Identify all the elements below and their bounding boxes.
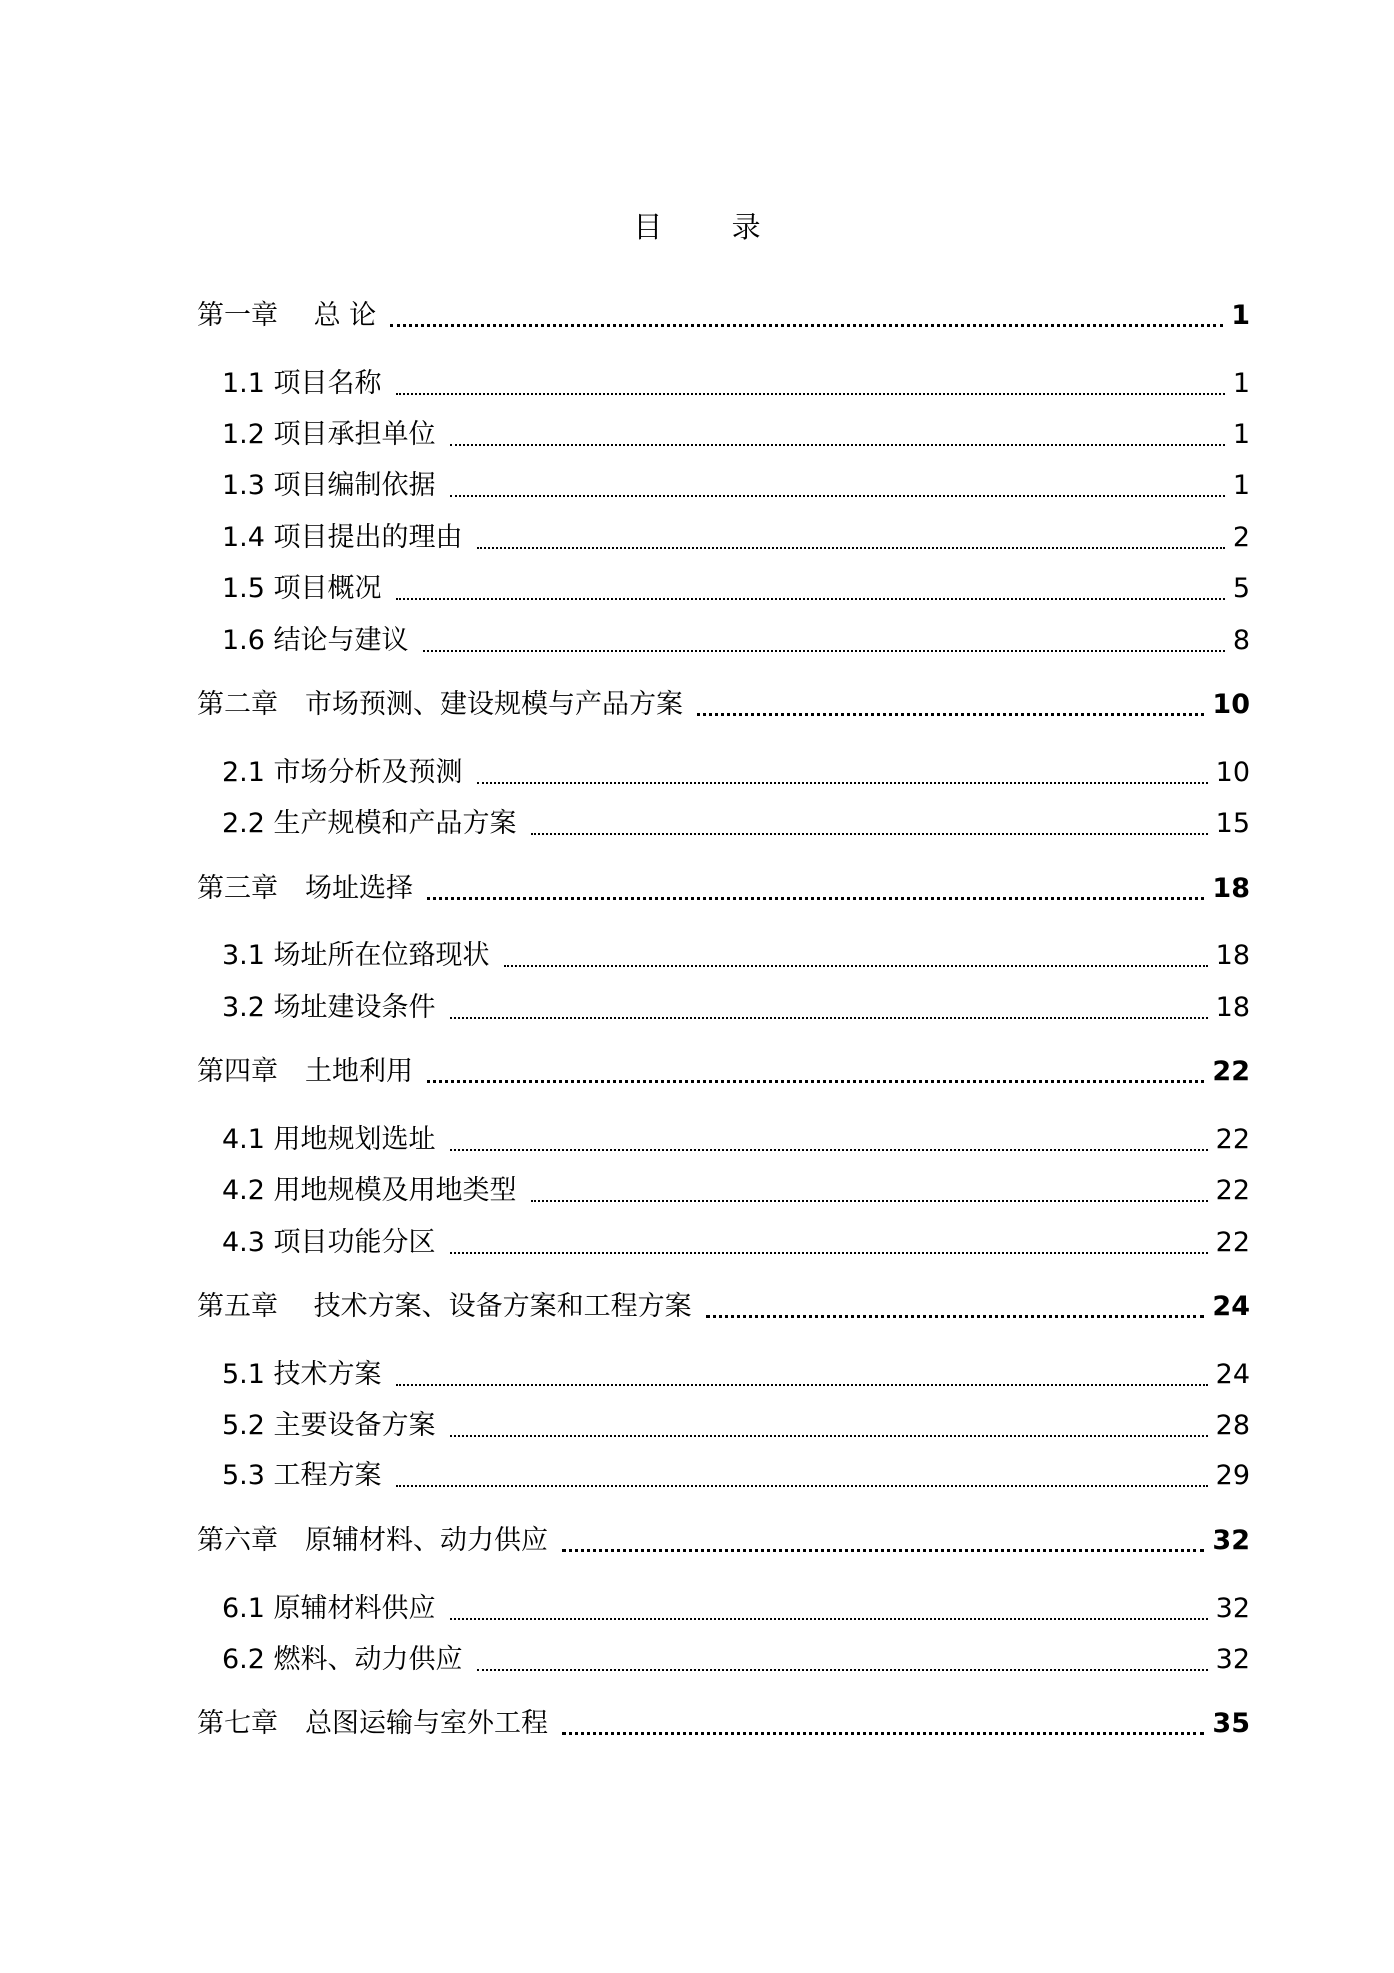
toc-leader-dots xyxy=(531,833,1208,835)
toc-entry-label: 4.2 用地规模及用地类型 xyxy=(222,1175,517,1206)
toc-entry-section-5-1[interactable] xyxy=(222,1355,1250,1395)
toc-leader-dots xyxy=(450,444,1225,446)
toc-entry-section-5-3[interactable] xyxy=(222,1456,1250,1496)
toc-leader-dots xyxy=(450,1252,1208,1254)
toc-leader-dots xyxy=(562,1549,1204,1552)
toc-page-number: 10 xyxy=(1212,689,1250,720)
toc-entry-label: 第五章 技术方案、设备方案和工程方案 xyxy=(197,1291,692,1322)
toc-page-number: 1 xyxy=(1232,368,1250,399)
toc-leader-dots xyxy=(396,1485,1208,1487)
toc-entry-section-6-1[interactable] xyxy=(222,1589,1250,1629)
toc-entry-chapter-6[interactable] xyxy=(197,1521,1250,1561)
toc-page-number: 18 xyxy=(1212,873,1250,904)
toc-leader-dots xyxy=(396,1384,1208,1386)
toc-entry-section-4-3[interactable] xyxy=(222,1223,1250,1263)
toc-leader-dots xyxy=(531,1200,1208,1202)
toc-entry-label: 1.3 项目编制依据 xyxy=(222,470,436,501)
toc-leader-dots xyxy=(450,495,1225,497)
toc-page-number: 8 xyxy=(1232,625,1250,656)
toc-page-number: 22 xyxy=(1215,1124,1250,1155)
toc-page-number: 1 xyxy=(1232,419,1250,450)
toc-page-number: 32 xyxy=(1212,1525,1250,1556)
toc-entry-label: 5.2 主要设备方案 xyxy=(222,1410,436,1441)
toc-entry-section-4-1[interactable] xyxy=(222,1120,1250,1160)
toc-leader-dots xyxy=(423,650,1225,652)
toc-page-number: 18 xyxy=(1215,940,1250,971)
toc-entry-label: 3.2 场址建设条件 xyxy=(222,992,436,1023)
toc-entry-label: 1.1 项目名称 xyxy=(222,368,382,399)
toc-entry-label: 1.5 项目概况 xyxy=(222,573,382,604)
toc-leader-dots xyxy=(477,1669,1208,1671)
toc-leader-dots xyxy=(396,598,1225,600)
toc-entry-label: 第二章 市场预测、建设规模与产品方案 xyxy=(197,689,683,720)
toc-entry-chapter-7[interactable] xyxy=(197,1704,1250,1744)
toc-entry-section-6-2[interactable] xyxy=(222,1640,1250,1680)
toc-leader-dots xyxy=(450,1149,1208,1151)
toc-page-number: 1 xyxy=(1232,470,1250,501)
toc-entry-section-2-2[interactable] xyxy=(222,804,1250,844)
toc-entry-label: 第四章 土地利用 xyxy=(197,1056,413,1087)
toc-entry-chapter-4[interactable] xyxy=(197,1052,1250,1092)
toc-page-number: 18 xyxy=(1215,992,1250,1023)
toc-title: 目 录 xyxy=(633,210,791,244)
toc-leader-dots xyxy=(450,1017,1208,1019)
toc-leader-dots xyxy=(504,965,1208,967)
toc-leader-dots xyxy=(427,1080,1204,1083)
toc-leader-dots xyxy=(427,897,1204,900)
toc-page-number: 22 xyxy=(1215,1175,1250,1206)
toc-page-number: 32 xyxy=(1215,1593,1250,1624)
toc-page-number: 32 xyxy=(1215,1644,1250,1675)
toc-page-number: 29 xyxy=(1215,1460,1250,1491)
toc-entry-section-1-1[interactable] xyxy=(222,364,1250,404)
toc-page-number: 24 xyxy=(1215,1359,1250,1390)
toc-entry-label: 2.2 生产规模和产品方案 xyxy=(222,808,517,839)
toc-entry-section-4-2[interactable] xyxy=(222,1171,1250,1211)
toc-page-number: 22 xyxy=(1215,1227,1250,1258)
toc-entry-label: 第三章 场址选择 xyxy=(197,873,413,904)
toc-entry-label: 5.3 工程方案 xyxy=(222,1460,382,1491)
toc-leader-dots xyxy=(396,393,1225,395)
toc-page-number: 28 xyxy=(1215,1410,1250,1441)
toc-leader-dots xyxy=(450,1435,1208,1437)
toc-leader-dots xyxy=(390,324,1223,327)
toc-page-number: 22 xyxy=(1212,1056,1250,1087)
toc-entry-section-2-1[interactable] xyxy=(222,753,1250,793)
toc-entry-chapter-1[interactable] xyxy=(197,296,1250,336)
toc-page-number: 35 xyxy=(1212,1708,1250,1739)
toc-entry-section-1-6[interactable] xyxy=(222,621,1250,661)
toc-entry-section-1-2[interactable] xyxy=(222,415,1250,455)
toc-entry-label: 2.1 市场分析及预测 xyxy=(222,757,463,788)
toc-entry-label: 5.1 技术方案 xyxy=(222,1359,382,1390)
toc-entry-label: 1.6 结论与建议 xyxy=(222,625,409,656)
toc-entry-label: 3.1 场址所在位臵现状 xyxy=(222,940,490,971)
toc-entry-section-5-2[interactable] xyxy=(222,1406,1250,1446)
toc-entry-label: 第七章 总图运输与室外工程 xyxy=(197,1708,548,1739)
toc-leader-dots xyxy=(477,547,1225,549)
toc-entry-section-1-3[interactable] xyxy=(222,466,1250,506)
toc-entry-section-3-1[interactable] xyxy=(222,936,1250,976)
toc-entry-section-3-2[interactable] xyxy=(222,988,1250,1028)
toc-entry-label: 6.1 原辅材料供应 xyxy=(222,1593,436,1624)
toc-page-number: 24 xyxy=(1212,1291,1250,1322)
toc-entry-label: 1.2 项目承担单位 xyxy=(222,419,436,450)
toc-entry-label: 4.3 项目功能分区 xyxy=(222,1227,436,1258)
toc-entry-label: 第六章 原辅材料、动力供应 xyxy=(197,1525,548,1556)
toc-entry-chapter-3[interactable] xyxy=(197,869,1250,909)
toc-entry-label: 4.1 用地规划选址 xyxy=(222,1124,436,1155)
toc-entry-chapter-5[interactable] xyxy=(197,1287,1250,1327)
toc-leader-dots xyxy=(697,713,1204,716)
toc-leader-dots xyxy=(562,1732,1204,1735)
toc-leader-dots xyxy=(706,1315,1205,1318)
toc-page-number: 2 xyxy=(1232,522,1250,553)
toc-page-number: 10 xyxy=(1215,757,1250,788)
toc-entry-label: 第一章 总 论 xyxy=(197,300,377,331)
toc-page-number: 15 xyxy=(1215,808,1250,839)
toc-entry-chapter-2[interactable] xyxy=(197,685,1250,725)
toc-entry-label: 1.4 项目提出的理由 xyxy=(222,522,463,553)
toc-leader-dots xyxy=(477,782,1208,784)
toc-entry-label: 6.2 燃料、动力供应 xyxy=(222,1644,463,1675)
toc-page-number: 1 xyxy=(1231,300,1250,331)
toc-entry-section-1-5[interactable] xyxy=(222,569,1250,609)
toc-entry-section-1-4[interactable] xyxy=(222,518,1250,558)
toc-page-number: 5 xyxy=(1232,573,1250,604)
toc-leader-dots xyxy=(450,1618,1208,1620)
